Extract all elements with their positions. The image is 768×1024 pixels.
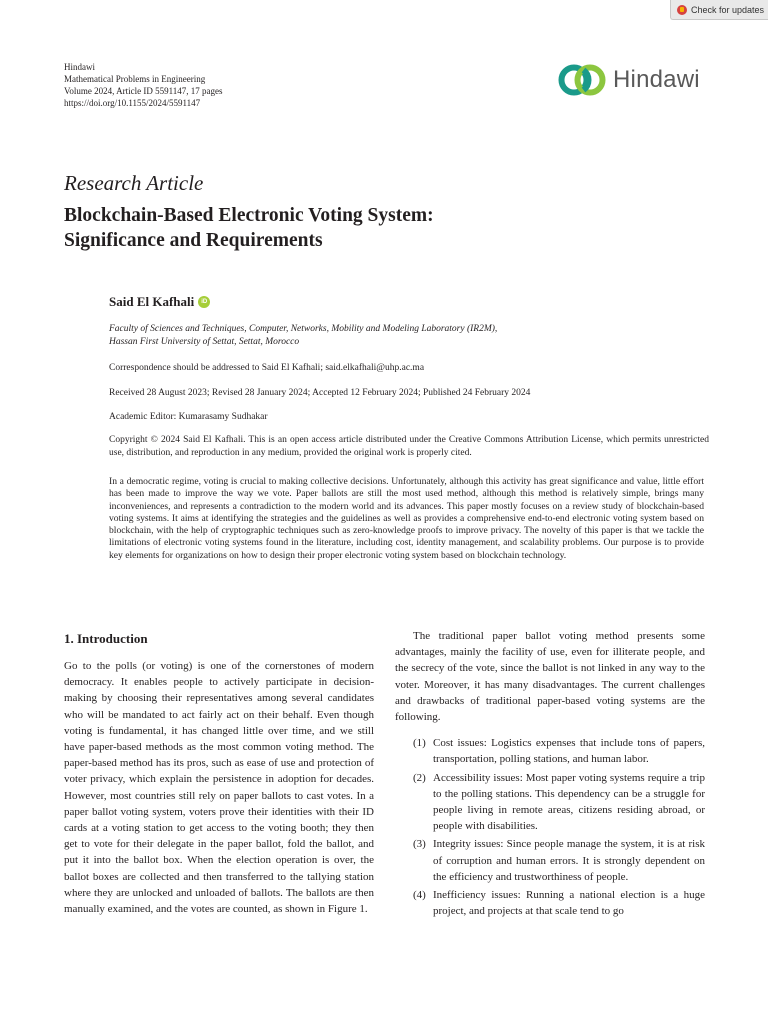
affiliation-line-2: Hassan First University of Settat, Settat, Morocco (109, 336, 300, 347)
copyright-notice: Copyright © 2024 Said El Kafhali. This is an open access article distributed under the Creative Commons Attribution License, which permits unrestricted use, distribution, and reproduction in any medium, provided the original work is properly cited. (109, 435, 709, 458)
list-item-number: (4) (413, 889, 426, 902)
issues-list (395, 735, 705, 919)
list-item (395, 735, 705, 767)
orcid-icon[interactable]: iD (198, 296, 210, 308)
affiliation (109, 323, 669, 348)
check-for-updates-button[interactable] (670, 0, 768, 20)
right-column (395, 628, 705, 921)
title-line-2: Significance and Requirements (64, 230, 323, 251)
doi-link[interactable]: https://doi.org/10.1155/2024/5591147 (64, 98, 201, 108)
journal-name: Mathematical Problems in Engineering (64, 74, 206, 84)
author-name[interactable]: Said El Kafhali (109, 294, 195, 309)
intro-paragraph: Go to the polls (or voting) is one of the cornerstones of modern democracy. It enables people to actively participate in decision-making by choosing their representatives among several candidates who will be mandated to act fairly act on their behalf. Even though voting is fundamental, it has changed little over time, and we still have paper-based methods as the most common voting method. The paper-based method has its pros, such as ease of use and protection of voter privacy, which explain the persistence in adoption for decades. However, most countries still rely on paper ballots to cast votes. In a paper ballot voting system, voters prove their identities with their ID cards at a voting station to get access to the voting booth; they then get to vote for their delegate in the paper ballot, fold the ballot, and put it into the ballot box. When the election operation is over, the ballot boxes are collected and then transferred to the tallying station where they are unlocked and unloaded of ballots. The ballots are then manually examined, and the votes are counted, as shown in Figure 1. (64, 660, 374, 916)
title-line-1: Blockchain-Based Electronic Voting System: (64, 205, 434, 226)
list-item-text: Inefficiency issues: Running a national election is a huge project, and projects at that scale tend to go (433, 889, 705, 918)
list-item-text: Cost issues: Logistics expenses that include tons of papers, transportation, polling stations, and human labor. (433, 737, 705, 766)
list-item-number: (3) (413, 838, 426, 851)
abstract: In a democratic regime, voting is crucial to making collective decisions. Unfortunately, although this activity has great significance and value, little effort has been made to improve the way we vote. Paper ballots are still the most used method, although this method is relatively simple, brings many inconveniences, and represents a contradiction to the modern world and its advances. This paper mostly focuses on a review study of blockchain-based voting systems. It aims at identifying the strategies and the guidelines as well as provides a comprehensive end-to-end electronic voting system based on blockchain, with the help of cryptographic techniques such as zero-knowledge proofs to improve privacy. The novelty of this paper is that we tackle the limitations of electronic voting systems found in the literature, including cost, identity management, and scalability problems. Our purpose is to provide key elements for organizations on how to design their proper electronic voting system based on blockchain technology. (109, 476, 704, 561)
correspondence: Correspondence should be addressed to Said El Kafhali; said.elkafhali@uhp.ac.ma (109, 363, 425, 373)
list-item-text: Integrity issues: Since people manage the system, it is at risk of corruption and human errors. It is strongly dependent on the efficiency and trustworthiness of people. (433, 838, 705, 883)
check-for-updates-label: Check for updates (691, 4, 765, 15)
publisher-name: Hindawi (64, 62, 95, 72)
dates-line: Received 28 August 2023; Revised 28 January 2024; Accepted 12 February 2024; Published 24 February 2024 (109, 388, 531, 398)
author-line (109, 294, 210, 310)
list-item (395, 836, 705, 885)
hindawi-logo (557, 63, 700, 97)
article-type: Research Article (64, 171, 204, 195)
list-item-text: Accessibility issues: Most paper voting systems require a trip to the polling stations. This dependency can be a struggle for people living in remote areas, citizens residing abroad, or people with disabilities. (433, 771, 705, 833)
hindawi-rings-icon (557, 63, 607, 97)
affiliation-line-1: Faculty of Sciences and Techniques, Computer, Networks, Mobility and Modeling Laboratory (IR2M), (109, 324, 498, 334)
left-column (64, 630, 374, 917)
list-item (395, 887, 705, 919)
section-heading-introduction: 1. Introduction (64, 631, 148, 646)
list-item (395, 770, 705, 835)
hindawi-wordmark: Hindawi (613, 66, 700, 93)
journal-info (64, 61, 222, 109)
paper-title (64, 203, 664, 253)
right-paragraph: The traditional paper ballot voting method presents some advantages, mainly the facility of use, even for illiterate people, and the secrecy of the vote, since the ballot is not linked in any way to the voter. Moreover, it has many disadvantages. The current challenges and drawbacks of traditional paper-based voting systems are the following. (395, 630, 705, 724)
crossmark-icon (677, 5, 687, 15)
list-item-number: (2) (413, 771, 426, 784)
list-item-number: (1) (413, 737, 426, 750)
volume-line: Volume 2024, Article ID 5591147, 17 pages (64, 86, 223, 96)
academic-editor: Academic Editor: Kumarasamy Sudhakar (109, 412, 268, 422)
